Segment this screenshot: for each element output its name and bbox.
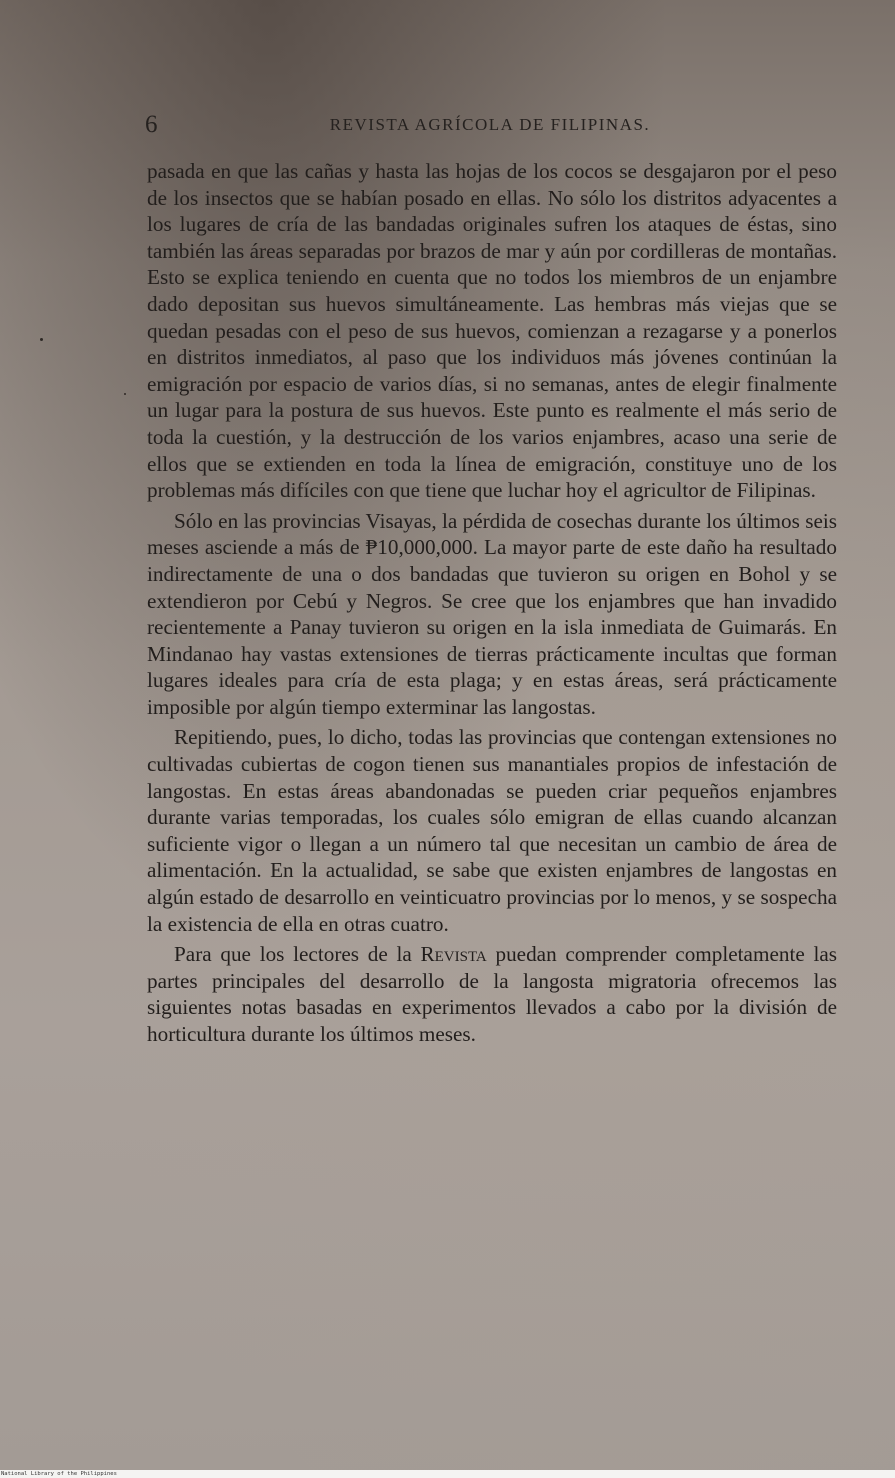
footer-strip	[0, 1470, 895, 1478]
page-number: 6	[145, 111, 158, 138]
paragraph-4-start: Para que los lectores de la	[174, 942, 421, 967]
running-title: REVISTA AGRÍCOLA DE FILIPINAS.	[329, 115, 651, 134]
paragraph-2: Sólo en las provincias Visayas, la pérdida de cosechas durante los últimos seis meses asciende a más de ₱10,000,000. La mayor parte de este daño ha resultado indirectamente de una o dos bandadas que tuvieron su origen en Bohol y se extendieron por Cebú y Negros. Se cree que los enjambres que han invadido recientemente a Panay tuvieron su origen en la isla inmediata de Guimarás. En Mindanao hay vastas extensiones de tierras prácticamente incultas que forman lugares ideales para cría de esta plaga; y en estas áreas, será prácticamente imposible por algún tiempo exterminar las langostas.	[147, 508, 837, 719]
paragraph-1: pasada en que las cañas y hasta las hojas de los cocos se desgajaron por el peso de los insectos que se habían posado en ellas. No sólo los distritos adyacentes a los lugares de cría de las bandadas originales sufren los ataques de éstas, sino también las áreas separadas por brazos de mar y aún por cordilleras de montañas. Esto se explica teniendo en cuenta que no todos los miembros de un enjambre dado depositan sus huevos simultáneamente. Las hembras más viejas que se quedan pesadas con el peso de sus huevos, comienzan a rezagarse y a ponerlos en distritos inmediatos, al paso que los individuos más jóvenes continúan la emigración por espacio de varios días, si no semanas, antes de elegir finalmente un lugar para la postura de sus huevos. Este punto es realmente el más serio de toda la cuestión, y la destrucción de los varios enjambres, acaso una serie de ellos que se extienden en toda la línea de emigración, constituye uno de los problemas más difíciles con que tiene que luchar hoy el agricultor de Filipinas.	[147, 159, 837, 503]
paragraph-4-end: puedan comprender completamente las partes principales del desarrollo de la langosta migratoria ofrecemos las siguientes notas basadas en experimentos llevados a cabo por la división de horticultura durante los últimos meses.	[147, 942, 837, 1046]
paper-speck	[40, 338, 43, 341]
body-text	[147, 158, 837, 1048]
journal-name: Revista	[420, 942, 487, 967]
library-credit: National Library of the Philippines	[1, 1471, 117, 1477]
paragraph-4	[147, 941, 837, 1047]
page-header	[145, 110, 835, 140]
paragraph-3: Repitiendo, pues, lo dicho, todas las provincias que contengan extensiones no cultivadas cubiertas de cogon tienen sus manantiales propios de infestación de langostas. En estas áreas abandonadas se pueden criar pequeños enjambres durante varias temporadas, los cuales sólo emigran de ellas cuando alcanzan suficiente vigor o llegan a un número tal que necesitan un cambio de área de alimentación. En la actualidad, se sabe que existen enjambres de langostas en algún estado de desarrollo en veinticuatro provincias por lo menos, y se sospecha la existencia de ella en otras cuatro.	[147, 725, 837, 936]
paper-speck	[124, 393, 126, 395]
